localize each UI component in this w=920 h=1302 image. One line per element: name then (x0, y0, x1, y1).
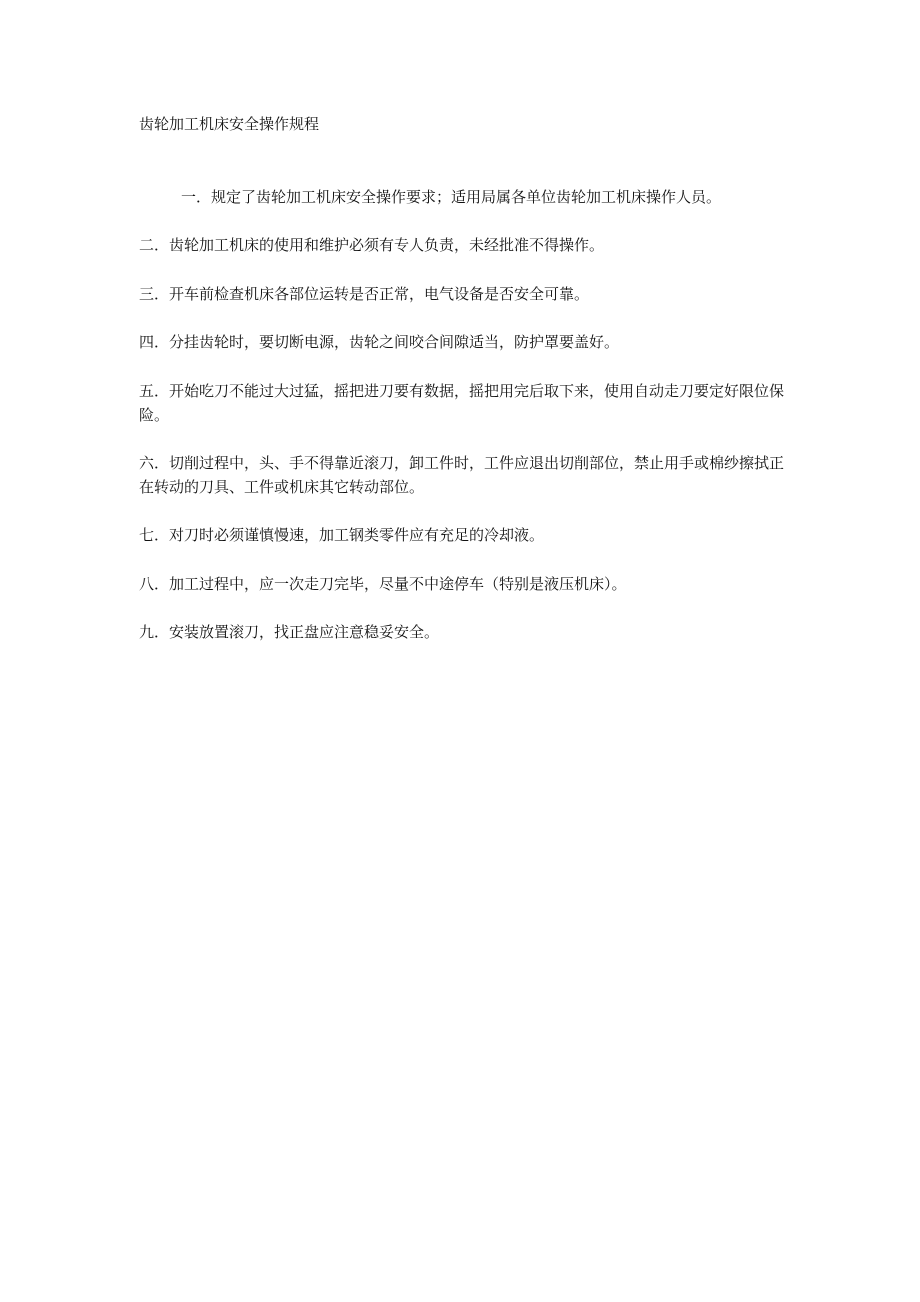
clause-5: 五．开始吃刀不能过大过猛，摇把进刀要有数据，摇把用完后取下来，使用自动走刀要定好限位保险。 (139, 382, 785, 424)
clause-6: 六．切削过程中，头、手不得靠近滚刀，卸工件时，工件应退出切削部位，禁止用手或棉纱擦拭正在转动的刀具、工件或机床其它转动部位。 (139, 454, 785, 496)
document-title: 齿轮加工机床安全操作规程 (139, 115, 320, 133)
clause-1: 一．规定了齿轮加工机床安全操作要求；适用局属各单位齿轮加工机床操作人员。 (181, 188, 722, 206)
clause-4: 四．分挂齿轮时，要切断电源，齿轮之间咬合间隙适当，防护罩要盖好。 (139, 333, 620, 351)
clause-8: 八．加工过程中，应一次走刀完毕，尽量不中途停车（特别是液压机床）。 (139, 575, 627, 593)
clause-3: 三．开车前检查机床各部位运转是否正常，电气设备是否安全可靠。 (139, 285, 590, 303)
clause-7: 七．对刀时必须谨慎慢速，加工钢类零件应有充足的冷却液。 (139, 526, 545, 544)
clause-9: 九．安装放置滚刀，找正盘应注意稳妥安全。 (139, 623, 440, 641)
clause-2: 二．齿轮加工机床的使用和维护必须有专人负责，未经批准不得操作。 (139, 236, 605, 254)
